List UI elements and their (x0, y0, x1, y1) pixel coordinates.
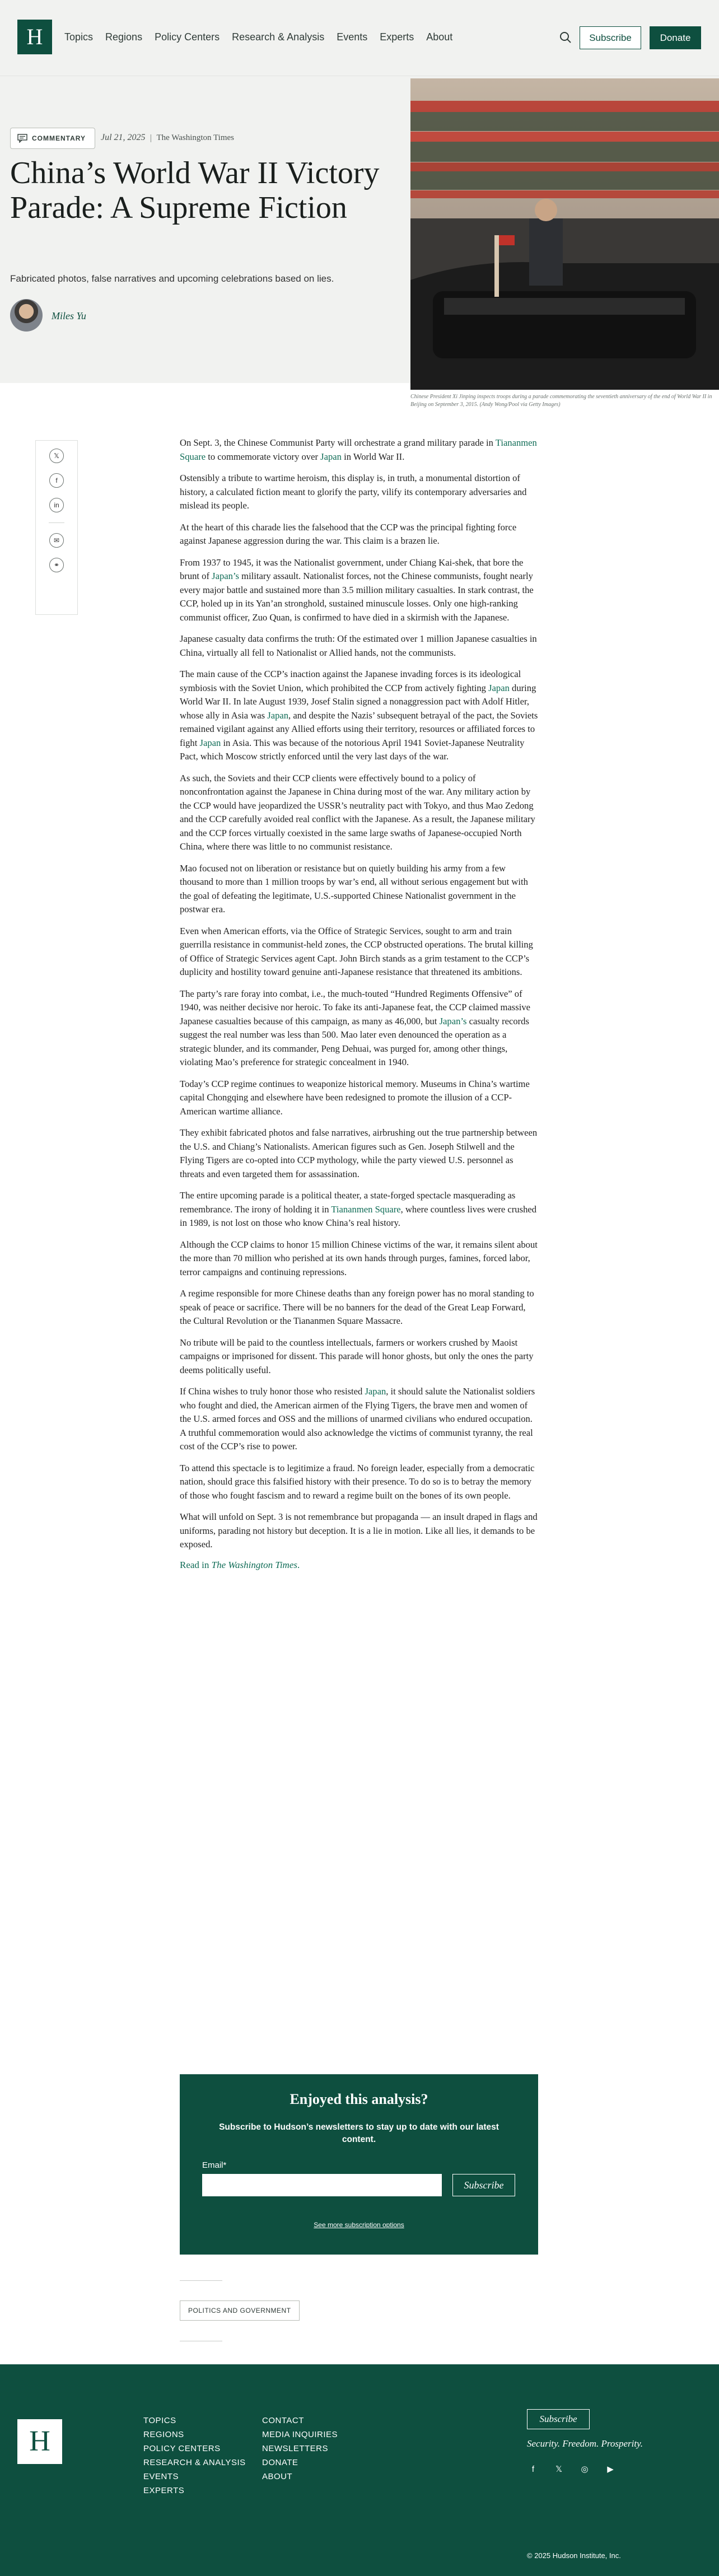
article-subtitle: Fabricated photos, false narratives and upcoming celebrations based on lies. (10, 273, 334, 284)
x-icon[interactable]: 𝕏 (555, 2465, 563, 2474)
paragraph: A regime responsible for more Chinese deaths than any foreign power has no moral standing to speak of peace or sacrifice. There will be no banners for the dead of the Great Leap Forward, the Cultural Revolution or the Tiananmen Square Massacre. (180, 1288, 534, 1326)
paragraph: Today’s CCP regime continues to weaponize historical memory. Museums in China’s wartime capital Chongqing and elsewhere have been redesigned to promote the illusion of a CCP-American wartime alliance. (180, 1078, 530, 1117)
paragraph: The main cause of the CCP’s inaction against the Japanese invading forces is its ideological symbiosis with the Soviet Union, which prohibited the CCP from actively fighting Japan during World War II. In late August 1939, Josef Stalin signed a nonaggression pact with Adolf Hitler, whose ally in Asia was Japan, and despite the Nazis’ subsequent betrayal of the pact, the Soviets remained vigilant against any Allied efforts using their territory, resources or affiliated forces to fight Japan in Asia. This was because of the notorious April 1941 Soviet-Japanese Neutrality Pact, which Moscow strictly enforced until the very last days of the war. (180, 669, 538, 762)
footer-link-donate[interactable]: DONATE (262, 2458, 298, 2467)
paragraph: Ostensibly a tribute to wartime heroism, this display is, in truth, a monumental distortion of history, a calculated fiction meant to glorify the party, vilify its contemporary adversaries and mislead its people. (180, 473, 527, 511)
copy-link-icon[interactable]: ⚭ (49, 558, 64, 572)
footer-link-policy-centers[interactable]: POLICY CENTERS (143, 2444, 221, 2453)
nav-experts[interactable]: Experts (380, 31, 414, 43)
commentary-icon (17, 134, 27, 143)
page-title: China’s World War II Victory Parade: A Supreme Fiction (10, 156, 380, 225)
image-caption: Chinese President Xi Jinping inspects troops during a parade commemorating the seventieth anniversary of the end of World War II in Beijing on September 3, 2015. (Andy Wong/Pool via Getty Images) (410, 394, 712, 408)
search-icon[interactable] (559, 31, 572, 44)
email-label: Email* (202, 2160, 227, 2170)
footer-link-newsletters[interactable]: NEWSLETTERS (262, 2444, 329, 2453)
topic-link[interactable]: Tiananmen Square (331, 1203, 401, 1215)
paragraph: Japanese casualty data confirms the truth: Of the estimated over 1 million Japanese casualties in China, virtually all fell to Nationalist or Allied hands, not the communists. (180, 633, 537, 658)
paragraph: To attend this spectacle is to legitimize a fraud. No foreign leader, especially from a democratic nation, should grace this falsified history with their presence. To do so is to betray the memory of those who fought fascism and to reward a regime built on the bones of its own people. (180, 1462, 535, 1501)
footer-link-research-analysis[interactable]: RESEARCH & ANALYSIS (143, 2458, 246, 2467)
paragraph: At the heart of this charade lies the falsehood that the CCP was the principal fighting force against Japanese aggression during the war. This claim is a brazen lie. (180, 521, 517, 546)
topic-link[interactable]: Japan (488, 682, 510, 693)
hero-image (410, 78, 719, 390)
newsletter-signup (180, 2074, 538, 2255)
nav-topics[interactable]: Topics (64, 31, 94, 43)
facebook-icon[interactable]: f (49, 473, 64, 488)
article-meta: Jul 21, 2025 | The Washington Times (101, 133, 234, 143)
nav-research-analysis[interactable]: Research & Analysis (232, 31, 325, 43)
commentary-badge: COMMENTARY (10, 128, 95, 149)
paragraph: Even when American efforts, via the Office of Strategic Services, sought to arm and train guerrilla resistance in communist-held zones, the CCP obstructed operations. The brutal killing of Office of Strategic Services agent Capt. John Birch stands as a grim testament to the CCP’s duplicity and hostility toward genuine anti-Japanese resistance that threatened its ambitions. (180, 925, 533, 977)
paragraph: Although the CCP claims to honor 15 million Chinese victims of the war, it remains silent about the more than 70 million who perished at its own hands through purges, famines, forced labor, terror campaigns and continuing repressions. (180, 1239, 538, 1277)
footer-link-media-inquiries[interactable]: MEDIA INQUIRIES (262, 2430, 338, 2439)
paragraph: From 1937 to 1945, it was the Nationalist government, under Chiang Kai-shek, that bore the brunt of Japan’s military assault. Nationalist forces, not the Chinese communists, fought nearly every major battle and sustained more than 3.5 million military casualties. In stark contrast, the CCP, holed up in its Yan’an stronghold, sustained minuscule losses. Only one high-ranking communist officer, Zuo Quan, is confirmed to have died in a skirmish with the Japanese. (180, 557, 534, 623)
nav-about[interactable]: About (426, 31, 453, 43)
footer-nav-primary (143, 2416, 246, 2495)
topic-link[interactable]: Japan (320, 451, 342, 462)
paragraph: The party’s rare foray into combat, i.e., the much-touted “Hundred Regiments Offensive” of 1940, was neither decisive nor heroic. To fake its anti-Japanese feat, the CCP claimed massive Japanese casualties because of this campaign, as many as 46,000, but Japan’s casualty records suggest the real number was less than 500. Mao later even denounced the operation as a strategic blunder, and its commander, Peng Dehuai, was purged for, among other things, violating Mao’s preference for strategic concealment in 1940. (180, 988, 530, 1067)
topic-link[interactable]: Japan (267, 710, 289, 721)
newsletter-title: Enjoyed this analysis? (290, 2091, 428, 2107)
copyright: © 2025 Hudson Institute, Inc. (527, 2551, 621, 2560)
footer-link-topics[interactable]: TOPICS (143, 2416, 176, 2425)
nav-events[interactable]: Events (337, 31, 368, 43)
paragraph: As such, the Soviets and their CCP clients were effectively bound to a policy of nonconfrontation against the Japanese in China during most of the war. Any military action by the CCP would have jeopardized the USSR’s neutrality pact with Tokyo, and thus Mao Zedong and the CCP carefully avoided real conflict with the Japanese. As a result, the Japanese military and the CCP forces virtually coexisted in the same large swaths of Japanese-occupied North China, where there was little to no communist resistance. (180, 772, 535, 852)
newsletter-subscribe-button[interactable]: Subscribe (452, 2174, 515, 2196)
read-in-source-link[interactable]: Read in The Washington Times. (180, 1559, 300, 1570)
x-icon[interactable]: 𝕏 (49, 449, 64, 463)
subscribe-button[interactable]: Subscribe (580, 26, 641, 49)
footer-nav-secondary (262, 2416, 338, 2481)
paragraph: Mao focused not on liberation or resistance but on quietly building his army from a few thousand to more than 1 million troops by war’s end, all without serious engagement but with the goal of defeating the legitimate, U.S.-supported Chinese Nationalist government in the postwar era. (180, 862, 528, 914)
publish-date: Jul 21, 2025 (101, 133, 146, 142)
paragraph: No tribute will be paid to the countless intellectuals, farmers or workers crushed by Maoist campaigns or imprisoned for dissent. This parade will honor ghosts, but only the ones the party deems politically useful. (180, 1337, 534, 1375)
footer-link-experts[interactable]: EXPERTS (143, 2486, 185, 2495)
youtube-icon[interactable]: ▶ (607, 2465, 614, 2474)
topic-link[interactable]: Japan (199, 737, 221, 748)
topic-link[interactable]: Tiananmen Square (180, 437, 537, 462)
footer-logo[interactable]: H (17, 2419, 62, 2464)
paragraph: They exhibit fabricated photos and false narratives, airbrushing out the true partnership between the U.S. and Chiang’s Nationalists. American figures such as Gen. Joseph Stilwell and the Flying Tigers are co-opted into CCP mythology, while the party viewed U.S. personnel as threats and even targeted them for assassination. (180, 1127, 538, 1179)
footer-link-events[interactable]: EVENTS (143, 2472, 179, 2481)
email-icon[interactable]: ✉ (49, 533, 64, 548)
newsletter-description: Subscribe to Hudson’s newsletters to stay up to date with our latest content. (219, 2122, 499, 2144)
site-footer (0, 2364, 719, 2576)
paragraph: The entire upcoming parade is a political theater, a state-forged spectacle masquerading as remembrance. The irony of holding it in Tiananmen Square, where countless lives were crushed in 1989, is not lost on those who know China’s real history. (180, 1190, 537, 1228)
paragraph: If China wishes to truly honor those who resisted Japan, it should salute the Nationalist soldiers who fought and died, the American airmen of the Flying Tigers, the brave men and women of the U.S. armed forces and OSS and the millions of unarmed civilians who endured occupation. A truthful commemoration would also acknowledge the victims of communist tyranny, the real cost of the CCP’s rise to power. (180, 1386, 535, 1452)
topic-tag[interactable]: POLITICS AND GOVERNMENT (180, 2300, 300, 2321)
paragraph: On Sept. 3, the Chinese Communist Party will orchestrate a grand military parade in Tiananmen Square to commemorate victory over Japan in World War II. (180, 437, 537, 462)
footer-subscribe-button[interactable]: Subscribe (527, 2409, 590, 2429)
site-header (0, 0, 719, 76)
source-name: The Washington Times (156, 133, 234, 142)
author-avatar[interactable] (10, 299, 43, 332)
nav-regions[interactable]: Regions (105, 31, 143, 43)
paragraph: What will unfold on Sept. 3 is not remembrance but propaganda — an insult draped in flags and uniforms, parading not history but deception. It is a lie in motion. Like all lies, it demands to be exposed. (180, 1511, 538, 1550)
instagram-icon[interactable]: ◎ (581, 2465, 589, 2474)
hudson-logo[interactable]: H (17, 20, 52, 54)
more-subscription-options-link[interactable]: See more subscription options (314, 2221, 404, 2229)
nav-policy-centers[interactable]: Policy Centers (155, 31, 220, 43)
main-nav (64, 31, 452, 43)
footer-tagline: Security. Freedom. Prosperity. (527, 2438, 643, 2449)
topic-link[interactable]: Japan’s (439, 1015, 467, 1026)
footer-link-about[interactable]: ABOUT (262, 2472, 293, 2481)
share-bar (35, 440, 78, 615)
footer-link-contact[interactable]: CONTACT (262, 2416, 304, 2425)
footer-social (527, 2463, 617, 2475)
email-field[interactable] (202, 2174, 442, 2196)
author-link[interactable]: Miles Yu (52, 310, 86, 321)
linkedin-icon[interactable]: in (49, 498, 64, 512)
footer-link-regions[interactable]: REGIONS (143, 2430, 184, 2439)
article-body (180, 436, 538, 1571)
divider (180, 2280, 222, 2281)
topic-link[interactable]: Japan (365, 1386, 386, 1397)
facebook-icon[interactable]: f (531, 2464, 535, 2474)
topic-link[interactable]: Japan’s (212, 571, 240, 581)
donate-button[interactable]: Donate (650, 26, 701, 49)
